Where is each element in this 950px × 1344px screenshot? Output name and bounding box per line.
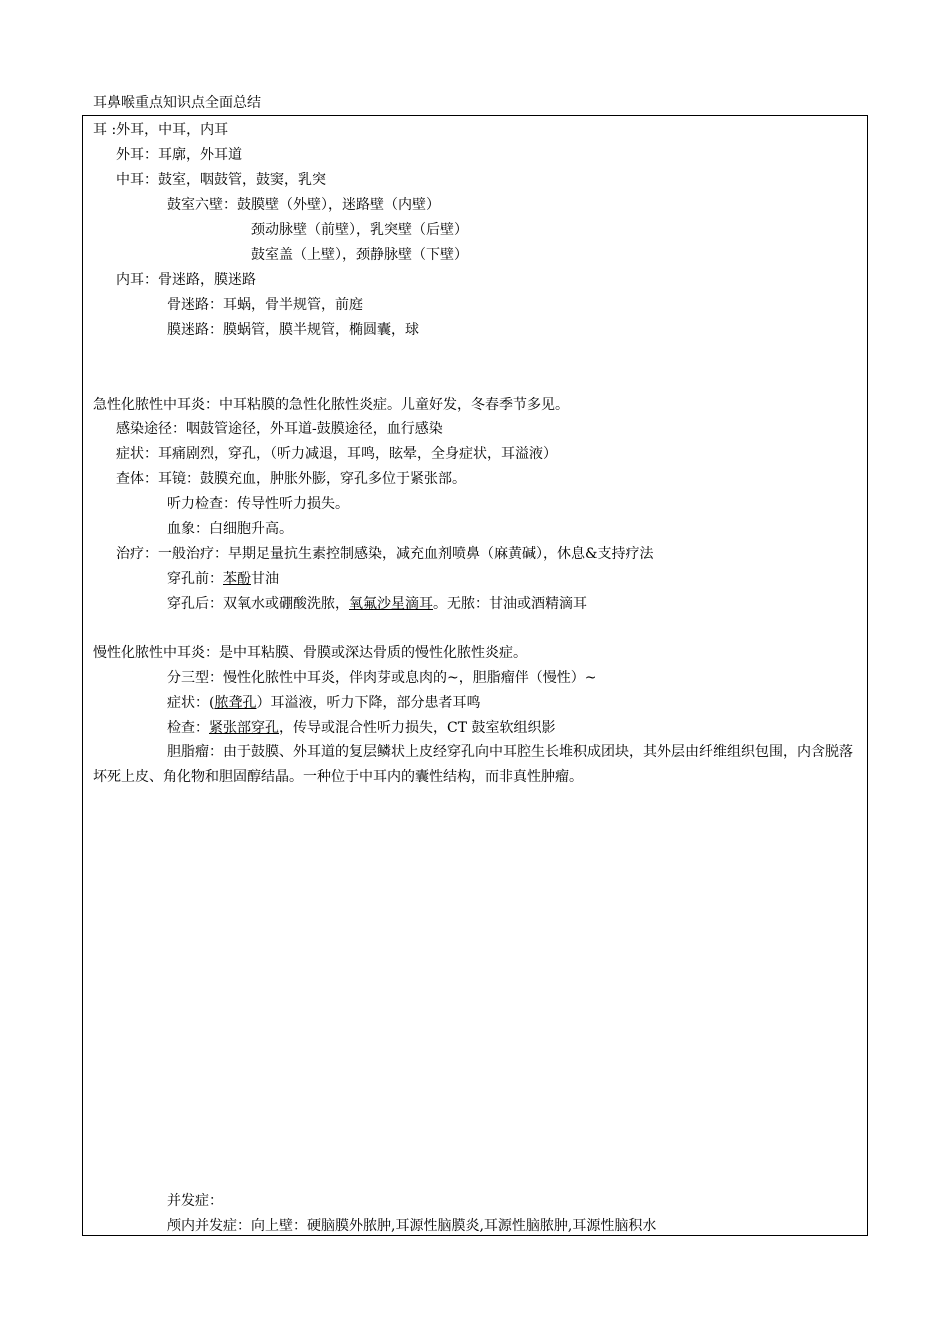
acute-line-8-tail: 甘油: [251, 571, 279, 587]
ear-line-7: 内耳：骨迷路，膜迷路: [116, 272, 256, 288]
chronic-line-1: 慢性化脓性中耳炎：是中耳粘膜、骨膜或深达骨质的慢性化脓性炎症。: [93, 645, 527, 661]
chronic-line-3-tail: ）耳溢液，听力下降，部分患者耳鸣: [256, 695, 481, 711]
ear-line-5: 颈动脉壁（前壁），乳突壁（后壁）: [251, 222, 468, 238]
chronic-line-3: [167, 693, 480, 713]
complication-line-1: 并发症：: [167, 1193, 223, 1209]
ofloxacin-term: 氧氟沙星滴耳: [349, 596, 433, 612]
ear-line-9: 膜迷路：膜蜗管，膜半规管，椭圆囊，球: [167, 322, 419, 338]
chronic-line-3-label: 症状：(: [167, 695, 215, 711]
page-header: 耳鼻喉重点知识点全面总结: [93, 95, 261, 111]
ear-line-3: 中耳：鼓室，咽鼓管，鼓窦，乳突: [116, 172, 326, 188]
ear-line-8: 骨迷路：耳蜗，骨半规管，前庭: [167, 297, 363, 313]
acute-line-5: 听力检查：传导性听力损失。: [167, 496, 349, 512]
acute-line-4: 查体：耳镜：鼓膜充血，肿胀外膨，穿孔多位于紧张部。: [116, 471, 466, 487]
phenol-term: 苯酚: [223, 571, 251, 587]
acute-line-9-label: 穿孔后：双氧水或硼酸洗脓，: [167, 596, 349, 612]
acute-line-2: 感染途径：咽鼓管途径，外耳道-鼓膜途径，血行感染: [116, 421, 443, 437]
acute-line-8-label: 穿孔前：: [167, 571, 223, 587]
ear-line-4: 鼓室六壁：鼓膜壁（外壁），迷路壁（内壁）: [167, 197, 440, 213]
acute-line-9: [167, 594, 587, 614]
chronic-line-4-label: 检查：: [167, 720, 209, 736]
chronic-line-4-tail: ，传导或混合性听力损失，CT 鼓室软组织影: [279, 720, 556, 736]
acute-line-1: 急性化脓性中耳炎：中耳粘膜的急性化脓性炎症。儿童好发，冬春季节多见。: [93, 397, 569, 413]
content-box: [82, 115, 868, 1236]
acute-line-3: 症状：耳痛剧烈，穿孔，（听力减退，耳鸣，眩晕，全身症状，耳溢液）: [116, 446, 557, 462]
ear-line-1: 耳 :外耳，中耳，内耳: [93, 122, 229, 138]
cholesteatoma-paragraph: 胆脂瘤：由于鼓膜、外耳道的复层鳞状上皮经穿孔向中耳腔生长堆积成团块，其外层由纤维组织包围，内含脱落坏死上皮、角化物和胆固醇结晶。一种位于中耳内的囊性结构，而非真性肿瘤。: [93, 744, 853, 785]
complication-line-2: 颅内并发症：向上壁：硬脑膜外脓肿,耳源性脑膜炎,耳源性脑脓肿,耳源性脑积水: [167, 1218, 657, 1234]
acute-line-8: [167, 569, 279, 589]
acute-line-9-tail: 。无脓：甘油或酒精滴耳: [433, 596, 587, 612]
chronic-line-2: 分三型：慢性化脓性中耳炎，伴肉芽或息肉的~，胆脂瘤伴（慢性）~: [167, 670, 597, 686]
chronic-line-4: [167, 718, 556, 738]
perforation-term: 紧张部穿孔: [209, 720, 279, 736]
ear-line-2: 外耳：耳廓，外耳道: [116, 147, 242, 163]
ear-line-6: 鼓室盖（上壁），颈静脉壁（下壁）: [251, 247, 468, 263]
acute-line-7: 治疗：一般治疗：早期足量抗生素控制感染，减充血剂喷鼻（麻黄碱），休息&支持疗法: [116, 546, 654, 562]
acute-line-6: 血象：白细胞升高。: [167, 521, 293, 537]
pus-term: 脓聋孔: [214, 695, 257, 711]
